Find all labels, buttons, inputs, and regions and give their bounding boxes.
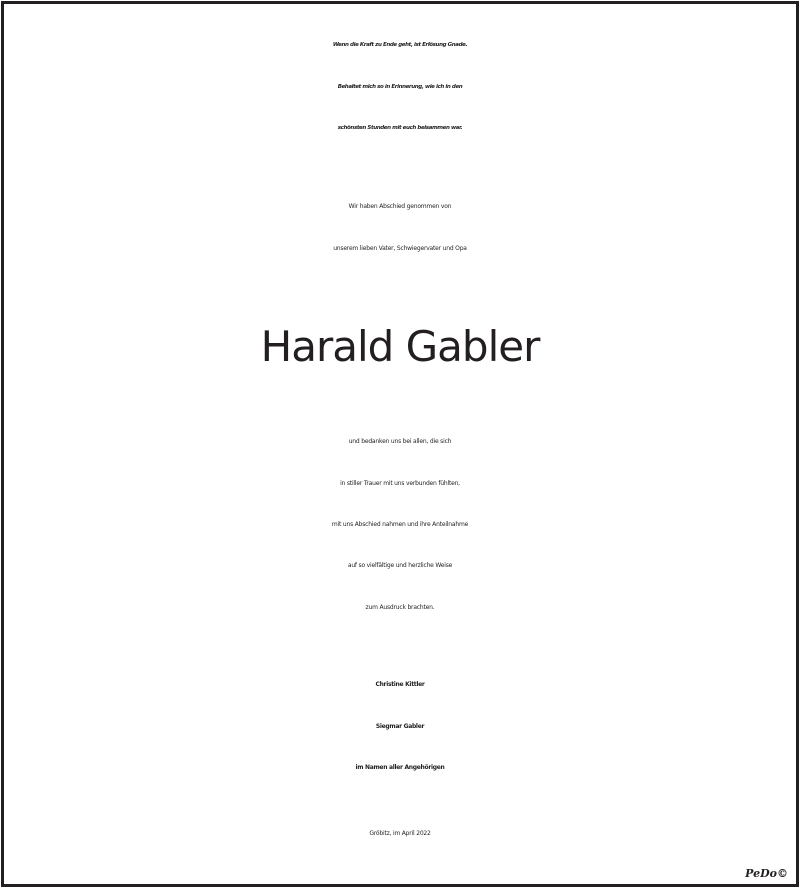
verse-line: schönsten Stunden mit euch beisammen war. xyxy=(337,125,463,131)
thanks-line: auf so vielfältige und herzliche Weise xyxy=(347,562,453,569)
thanks-line: in stiller Trauer mit uns verbunden fühlten, xyxy=(340,480,460,487)
place-date: Gröbitz, im April 2022 xyxy=(369,830,431,837)
deceased-name: Harald Gabler xyxy=(260,322,540,371)
intro-line: unserem lieben Vater, Schwiegervater und Opa xyxy=(333,245,467,252)
signatory-line: Christine Kittler xyxy=(375,681,425,688)
thanks-line: mit uns Abschied nahmen und ihre Anteilnahme xyxy=(331,521,469,528)
signatory-line: im Namen aller Angehörigen xyxy=(355,764,445,771)
verse-line: Wenn die Kraft zu Ende geht, ist Erlösung Gnade. xyxy=(332,42,468,48)
publisher-mark: PeDo© xyxy=(745,867,788,880)
obituary-notice xyxy=(1,1,799,887)
thanks-line: zum Ausdruck brachten. xyxy=(365,604,435,611)
verse-line: Behaltet mich so in Erinnerung, wie ich in den xyxy=(337,84,463,90)
signatory-line: Siegmar Gabler xyxy=(375,723,425,730)
thanks-line: und bedanken uns bei allen, die sich xyxy=(348,438,452,445)
intro-line: Wir haben Abschied genommen von xyxy=(348,203,452,210)
